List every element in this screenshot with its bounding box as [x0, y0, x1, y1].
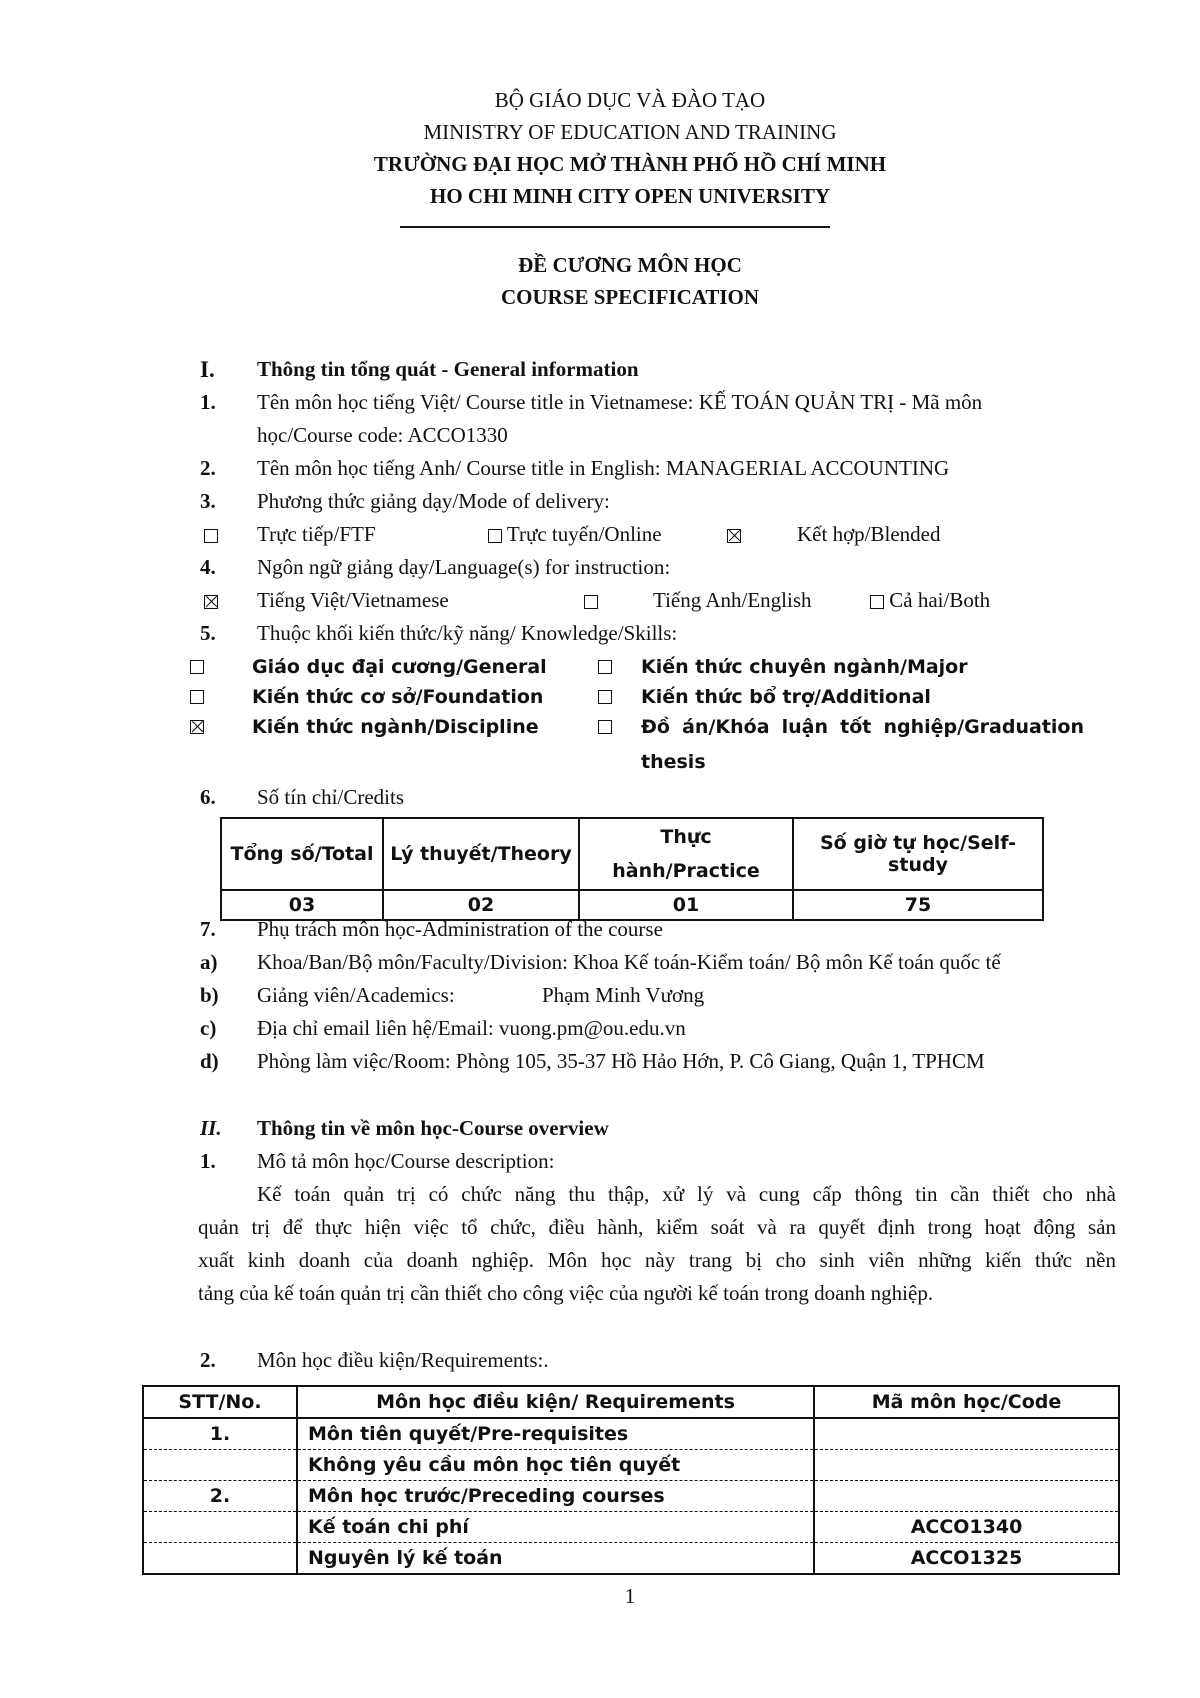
university-vi: TRƯỜNG ĐẠI HỌC MỞ THÀNH PHỐ HỒ CHÍ MINH	[373, 152, 887, 176]
req-code: ACCO1340	[814, 1512, 1119, 1543]
language-both-label: Cả hai/Both	[889, 588, 991, 612]
description-line-2: quản trị để thực hiện việc tổ chức, điều hành, kiểm soát và ra quyết định trong hoạt động sản	[198, 1215, 1116, 1239]
req-name: Kế toán chi phí	[297, 1512, 814, 1543]
delivery-ftf-option[interactable]	[204, 522, 218, 547]
credits-header-total: Tổng số/Total	[221, 818, 383, 890]
credits-self-study: 75	[793, 890, 1043, 920]
language-english-option[interactable]	[584, 588, 598, 613]
description-line-3: xuất kinh doanh của doanh nghiệp. Môn học này trang bị cho sinh viên những kiến thức nền	[198, 1248, 1116, 1272]
checkbox-unchecked[interactable]	[204, 529, 218, 543]
knowledge-thesis-option[interactable]	[598, 718, 612, 736]
item1-number: 1.	[200, 390, 216, 414]
delivery-online-option[interactable]	[488, 522, 662, 547]
credits-value-row	[221, 890, 1043, 920]
email-label-letter: c)	[200, 1016, 217, 1040]
req-no: 1.	[143, 1418, 297, 1450]
faculty-label-letter: a)	[200, 950, 218, 974]
credits-header-row	[221, 818, 1043, 890]
knowledge-thesis-label: Đồ án/Khóa luận tốt nghiệp/Graduation	[641, 716, 1084, 738]
credits-header-practice-line1: Thực	[660, 826, 712, 848]
req-header-no: STT/No.	[143, 1386, 297, 1418]
knowledge-foundation-option[interactable]	[190, 688, 204, 706]
administration-label: Phụ trách môn học-Administration of the course	[257, 917, 663, 941]
credits-practice: 01	[579, 890, 793, 920]
checkbox-unchecked[interactable]	[190, 690, 204, 704]
item4-number: 4.	[200, 555, 216, 579]
knowledge-thesis-label-cont: thesis	[641, 751, 706, 773]
page-number: 1	[624, 1584, 636, 1608]
checkbox-checked[interactable]	[727, 529, 741, 543]
course-description-label: Mô tả môn học/Course description:	[257, 1149, 555, 1173]
credits-header-practice-line2: hành/Practice	[612, 860, 760, 882]
university-en: HO CHI MINH CITY OPEN UNIVERSITY	[429, 184, 830, 208]
checkbox-unchecked[interactable]	[598, 720, 612, 734]
req-no	[143, 1512, 297, 1543]
faculty-division: Khoa/Ban/Bộ môn/Faculty/Division: Khoa Kế toán-Kiểm toán/ Bộ môn Kế toán quốc tế	[257, 950, 1001, 974]
table-row	[143, 1543, 1119, 1575]
table-row	[143, 1512, 1119, 1543]
req-header-requirements: Môn học điều kiện/ Requirements	[297, 1386, 814, 1418]
req-code	[814, 1481, 1119, 1512]
knowledge-label: Thuộc khối kiến thức/kỹ năng/ Knowledge/Skills:	[257, 621, 678, 645]
delivery-online-label: Trực tuyến/Online	[506, 522, 662, 546]
table-row	[143, 1418, 1119, 1450]
requirements-label: Môn học điều kiện/Requirements:.	[257, 1348, 549, 1372]
item2-number: 2.	[200, 456, 216, 480]
delivery-ftf-label: Trực tiếp/FTF	[257, 522, 376, 546]
req-code: ACCO1325	[814, 1543, 1119, 1575]
item6-number: 6.	[200, 785, 216, 809]
knowledge-general-option[interactable]	[190, 658, 204, 676]
ministry-vi: BỘ GIÁO DỤC VÀ ĐÀO TẠO	[494, 88, 766, 112]
ministry-en: MINISTRY OF EDUCATION AND TRAINING	[423, 120, 837, 144]
knowledge-discipline-option[interactable]	[190, 718, 204, 736]
credits-header-self-study: Số giờ tự học/Self-study	[793, 818, 1043, 890]
knowledge-foundation-label: Kiến thức cơ sở/Foundation	[252, 686, 544, 708]
knowledge-major-option[interactable]	[598, 658, 612, 676]
req-name: Môn học trước/Preceding courses	[297, 1481, 814, 1512]
academics-name: Phạm Minh Vương	[542, 983, 705, 1007]
checkbox-unchecked[interactable]	[190, 660, 204, 674]
language-both-option[interactable]	[870, 588, 990, 613]
credits-table	[220, 817, 1044, 921]
checkbox-unchecked[interactable]	[584, 595, 598, 609]
req-name: Nguyên lý kế toán	[297, 1543, 814, 1575]
office-room: Phòng làm việc/Room: Phòng 105, 35-37 Hồ Hảo Hớn, P. Cô Giang, Quận 1, TPHCM	[257, 1049, 985, 1073]
language-english-label: Tiếng Anh/English	[653, 588, 812, 612]
req-no: 2.	[143, 1481, 297, 1512]
requirements-table	[142, 1385, 1120, 1575]
checkbox-unchecked[interactable]	[870, 595, 884, 609]
credits-total: 03	[221, 890, 383, 920]
course-title-vi: Tên môn học tiếng Việt/ Course title in Vietnamese: KẾ TOÁN QUẢN TRỊ - Mã môn	[257, 390, 983, 414]
language-vietnamese-option[interactable]	[204, 588, 218, 613]
req-no	[143, 1450, 297, 1481]
req-code	[814, 1450, 1119, 1481]
checkbox-checked[interactable]	[204, 595, 218, 609]
description-line-1: Kế toán quản trị có chức năng thu thập, xử lý và cung cấp thông tin cần thiết cho nhà	[257, 1182, 1116, 1206]
course-code: học/Course code: ACCO1330	[257, 423, 508, 447]
course-description-number: 1.	[200, 1149, 216, 1173]
delivery-blended-label: Kết hợp/Blended	[797, 522, 941, 546]
section1-numeral: I.	[200, 357, 215, 382]
header-divider	[400, 226, 830, 228]
checkbox-unchecked[interactable]	[598, 690, 612, 704]
knowledge-general-label: Giáo dục đại cương/General	[252, 656, 547, 678]
delivery-label: Phương thức giảng dạy/Mode of delivery:	[257, 489, 610, 513]
requirements-number: 2.	[200, 1348, 216, 1372]
credits-label: Số tín chỉ/Credits	[257, 785, 404, 809]
credits-header-theory: Lý thuyết/Theory	[383, 818, 579, 890]
req-name: Không yêu cầu môn học tiên quyết	[297, 1450, 814, 1481]
contact-email[interactable]: Địa chỉ email liên hệ/Email: vuong.pm@ou.edu.vn	[257, 1016, 686, 1040]
academics-label-letter: b)	[200, 983, 219, 1007]
knowledge-additional-label: Kiến thức bổ trợ/Additional	[641, 686, 931, 708]
item5-number: 5.	[200, 621, 216, 645]
section2-title: Thông tin về môn học-Course overview	[257, 1116, 609, 1140]
req-code	[814, 1418, 1119, 1450]
credits-header-practice	[579, 818, 793, 890]
delivery-blended-option[interactable]	[727, 522, 741, 547]
item3-number: 3.	[200, 489, 216, 513]
req-no	[143, 1543, 297, 1575]
checkbox-checked[interactable]	[190, 720, 204, 734]
language-vietnamese-label: Tiếng Việt/Vietnamese	[257, 588, 449, 612]
doc-title-vi: ĐỀ CƯƠNG MÔN HỌC	[518, 253, 742, 277]
requirements-header-row	[143, 1386, 1119, 1418]
room-label-letter: d)	[200, 1049, 219, 1073]
section1-title: Thông tin tổng quát - General information	[257, 357, 639, 381]
table-row	[143, 1450, 1119, 1481]
knowledge-major-label: Kiến thức chuyên ngành/Major	[641, 656, 968, 678]
item7-number: 7.	[200, 917, 216, 941]
academics-label: Giảng viên/Academics:	[257, 983, 455, 1007]
table-row	[143, 1481, 1119, 1512]
checkbox-unchecked[interactable]	[598, 660, 612, 674]
course-title-en: Tên môn học tiếng Anh/ Course title in English: MANAGERIAL ACCOUNTING	[257, 456, 950, 480]
description-line-4: tảng của kế toán quản trị cần thiết cho công việc của người kế toán trong doanh nghiệp.	[198, 1281, 934, 1305]
req-header-code: Mã môn học/Code	[814, 1386, 1119, 1418]
req-name: Môn tiên quyết/Pre-requisites	[297, 1418, 814, 1450]
credits-theory: 02	[383, 890, 579, 920]
section2-numeral: II.	[200, 1116, 222, 1140]
knowledge-discipline-label: Kiến thức ngành/Discipline	[252, 716, 539, 738]
language-label: Ngôn ngữ giảng dạy/Language(s) for instruction:	[257, 555, 671, 579]
doc-title-en: COURSE SPECIFICATION	[500, 285, 760, 309]
knowledge-additional-option[interactable]	[598, 688, 612, 706]
checkbox-unchecked[interactable]	[488, 529, 502, 543]
